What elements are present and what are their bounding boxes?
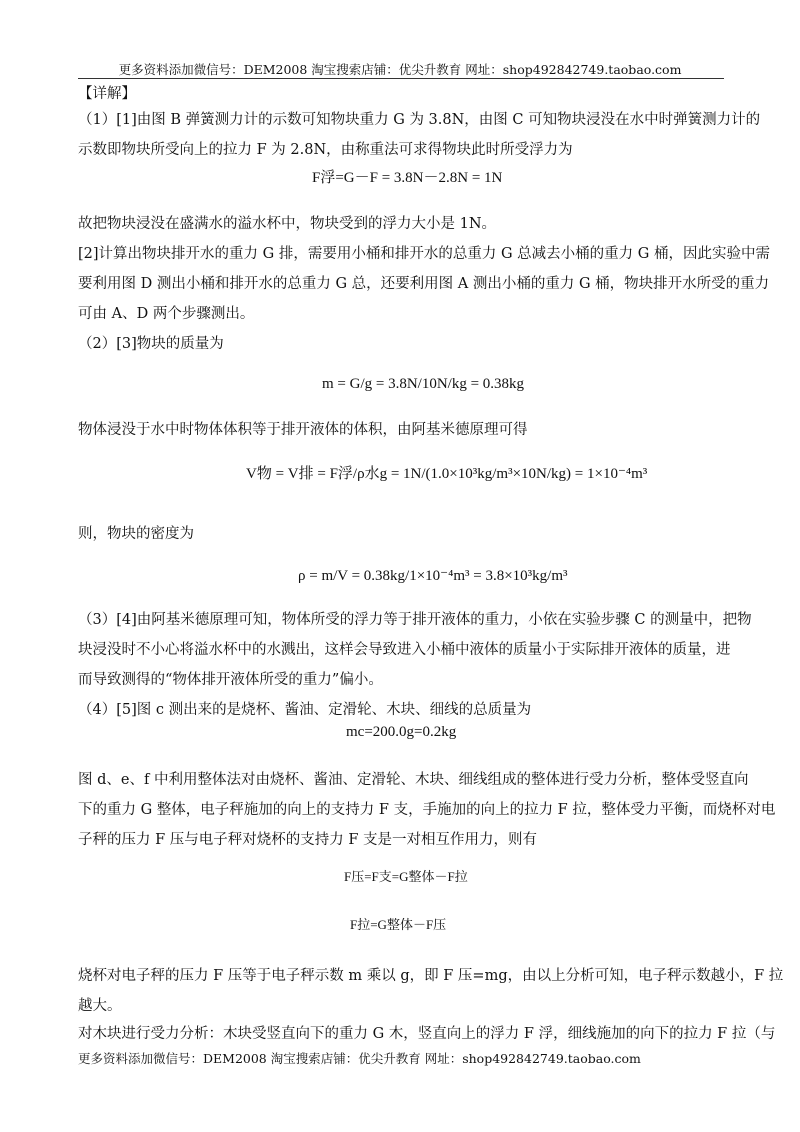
formula-density: ρ = m/V = 0.38kg/1×10⁻⁴m³ = 3.8×10³kg/m³ [298,568,568,584]
text-line-10: （3）[4]由阿基米德原理可知，物体所受的浮力等于排开液体的重力，小依在实验步骤 C 的测量中，把物 [78,612,752,628]
text-line-7: （2）[3]物块的质量为 [78,336,224,352]
page-header: 更多资料添加微信号：DEM2008 淘宝搜索店铺：优尖升教育 网址：shop492842749.taobao.com [118,62,682,77]
text-line-11: 块浸没时不小心将溢水杯中的水溅出，这样会导致进入小桶中液体的质量小于实际排开液体的质量，进 [78,642,731,658]
formula-mass: m = G/g = 3.8N/10N/kg = 0.38kg [322,376,525,392]
text-line-2: 示数即物块所受向上的拉力 F 为 2.8N，由称重法可求得物块此时所受浮力为 [78,142,573,158]
text-line-5: 要利用图 D 测出小桶和排开水的总重力 G 总，还要利用图 A 测出小桶的重力 G 桶，物块排开水所受的重力 [78,276,770,292]
section-title: 【详解】 [78,86,136,102]
formula-total-mass: mc=200.0g=0.2kg [346,724,457,740]
formula-force-balance-1: F压=F支=G整体－F拉 [344,869,468,884]
text-line-16: 子秤的压力 F 压与电子秤对烧杯的支持力 F 支是一对相互作用力，则有 [78,832,538,848]
text-line-8: 物体浸没于水中时物体体积等于排开液体的体积，由阿基米德原理可得 [78,422,528,438]
formula-volume: V物 = V排 = F浮/ρ水g = 1N/(1.0×10³kg/m³×10N/kg) = 1×10⁻⁴m³ [246,466,648,482]
text-line-3: 故把物块浸没在盛满水的溢水杯中，物块受到的浮力大小是 1N。 [78,216,497,232]
text-line-13: （4）[5]图 c 测出来的是烧杯、酱油、定滑轮、木块、细线的总质量为 [78,702,532,718]
text-line-1: （1）[1]由图 B 弹簧测力计的示数可知物块重力 G 为 3.8N，由图 C 可知物块浸没在水中时弹簧测力计的 [78,112,761,128]
text-line-12: 而导致测得的“物体排开液体所受的重力”偏小。 [78,672,383,688]
formula-buoyancy: F浮=G－F = 3.8N－2.8N = 1N [312,170,503,186]
text-line-18: 越大。 [78,998,122,1014]
text-line-9: 则，物块的密度为 [78,526,194,542]
text-line-4: [2]计算出物块排开水的重力 G 排，需要用小桶和排开水的总重力 G 总减去小桶的重力 G 桶，因此实验中需 [78,246,770,262]
header-divider [78,78,724,79]
text-line-6: 可由 A、D 两个步骤测出。 [78,306,255,322]
text-line-19: 对木块进行受力分析：木块受竖直向下的重力 G 木，竖直向上的浮力 F 浮，细线施加的向下的拉力 F 拉（与 [78,1026,776,1042]
formula-force-balance-2: F拉=G整体－F压 [350,917,447,932]
text-line-15: 下的重力 G 整体，电子秤施加的向上的支持力 F 支，手施加的向上的拉力 F 拉，整体受力平衡，而烧杯对电 [78,802,776,818]
text-line-14: 图 d、e、f 中利用整体法对由烧杯、酱油、定滑轮、木块、细线组成的整体进行受力分析，整体受竖直向 [78,772,749,788]
text-line-17: 烧杯对电子秤的压力 F 压等于电子秤示数 m 乘以 g，即 F 压=mg，由以上分析可知，电子秤示数越小，F 拉 [78,968,784,984]
page-footer: 更多资料添加微信号：DEM2008 淘宝搜索店铺：优尖升教育 网址：shop492842749.taobao.com [78,1051,641,1066]
